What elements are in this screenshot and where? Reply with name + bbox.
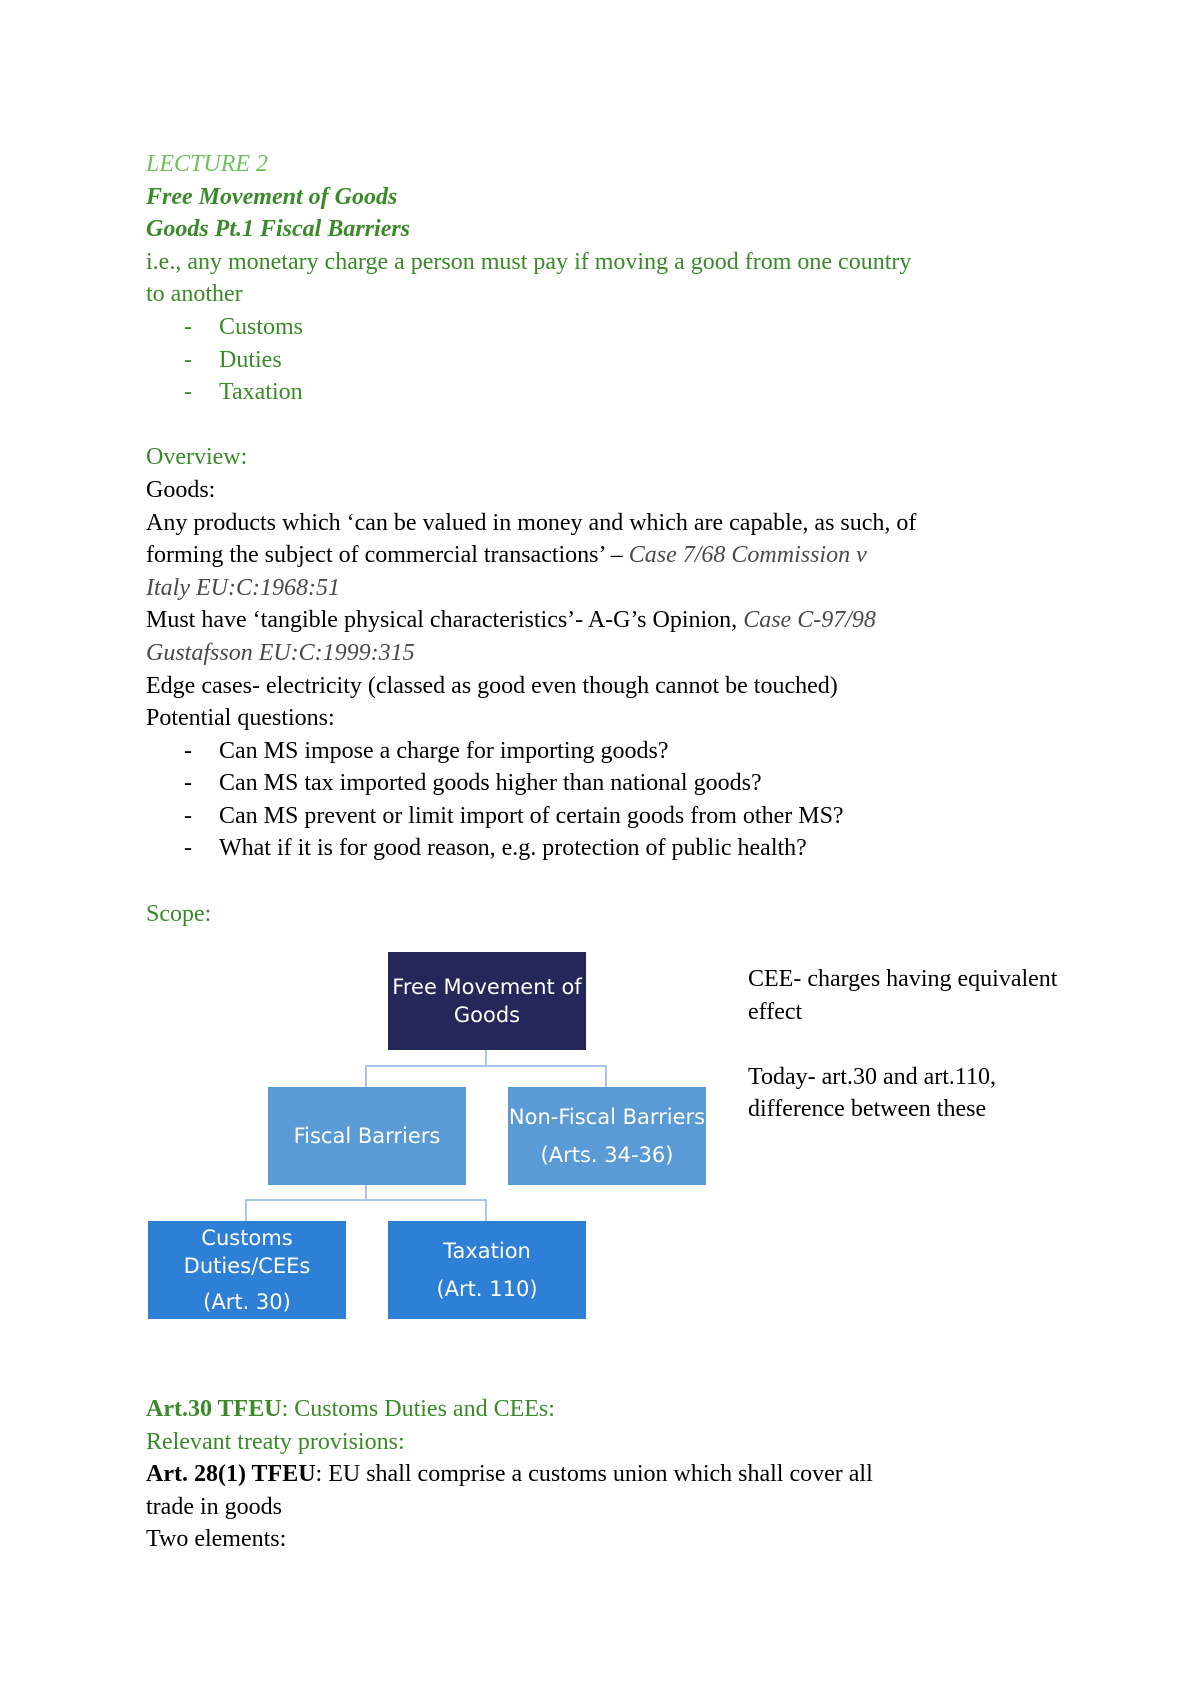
art28-line-1: Art. 28(1) TFEU: EU shall comprise a customs union which shall cover all (146, 1461, 873, 1488)
today-note: Today- art.30 and art.110, difference between these (748, 1063, 997, 1123)
goods-definition-line-1: Any products which ‘can be valued in money and which are capable, as such, of (146, 509, 917, 536)
scope-diagram (146, 952, 706, 1338)
diagram-node-taxation: Taxation (Art. 110) (388, 1221, 586, 1319)
cee-note: CEE- charges having equivalent effect (748, 966, 1058, 1025)
potential-questions-label: Potential questions: (146, 705, 335, 732)
case-citation: Case C-97/98 (743, 607, 876, 634)
list-item: - What if it is for good reason, e.g. protection of public health? (184, 835, 807, 862)
case-citation-cont: Gustafsson EU:C:1999:315 (146, 639, 415, 666)
list-item: - Can MS impose a charge for importing goods? (184, 737, 669, 764)
diagram-node-non-fiscal-barriers: Non-Fiscal Barriers (Arts. 34-36) (508, 1087, 706, 1185)
two-elements: Two elements: (146, 1526, 287, 1553)
art30-heading: Art.30 TFEU: Customs Duties and CEEs: (146, 1396, 555, 1422)
case-citation: Case 7/68 Commission v (628, 542, 867, 569)
tangible-line-1: Must have ‘tangible physical characteristics’- A-G’s Opinion, Case C-97/98 (146, 607, 876, 634)
edge-cases: Edge cases- electricity (classed as good even though cannot be touched) (146, 672, 838, 699)
goods-label: Goods: (146, 476, 216, 503)
definition-line-1: i.e., any monetary charge a person must pay if moving a good from one country (146, 248, 912, 275)
list-item: - Taxation (184, 379, 303, 406)
diagram-node-fiscal-barriers: Fiscal Barriers (268, 1087, 466, 1185)
diagram-node-free-movement: Free Movement of Goods (388, 952, 586, 1050)
lecture-label: LECTURE 2 (146, 151, 269, 177)
goods-definition-line-2: forming the subject of commercial transactions’ – Case 7/68 Commission v (146, 542, 867, 569)
list-item: - Can MS prevent or limit import of certain goods from other MS? (184, 802, 844, 829)
document-body (146, 148, 1086, 930)
art28-line-2: trade in goods (146, 1493, 282, 1520)
scope-heading: Scope: (146, 900, 212, 927)
definition-line-2: to another (146, 281, 243, 308)
list-item: - Customs (184, 313, 304, 340)
scope-side-notes (748, 963, 1088, 1126)
questions-list (146, 735, 1086, 865)
page-title: Free Movement of Goods (146, 183, 398, 210)
page-subtitle: Goods Pt.1 Fiscal Barriers (146, 216, 411, 243)
relevant-provisions: Relevant treaty provisions: (146, 1428, 405, 1455)
fiscal-items-list (146, 311, 1086, 409)
diagram-node-customs-duties: Customs Duties/CEEs (Art. 30) (148, 1221, 346, 1319)
art30-section (146, 1393, 1086, 1556)
overview-heading: Overview: (146, 444, 248, 471)
case-citation-cont: Italy EU:C:1968:51 (146, 574, 340, 601)
list-item: - Duties (184, 346, 282, 373)
list-item: - Can MS tax imported goods higher than national goods? (184, 770, 762, 797)
